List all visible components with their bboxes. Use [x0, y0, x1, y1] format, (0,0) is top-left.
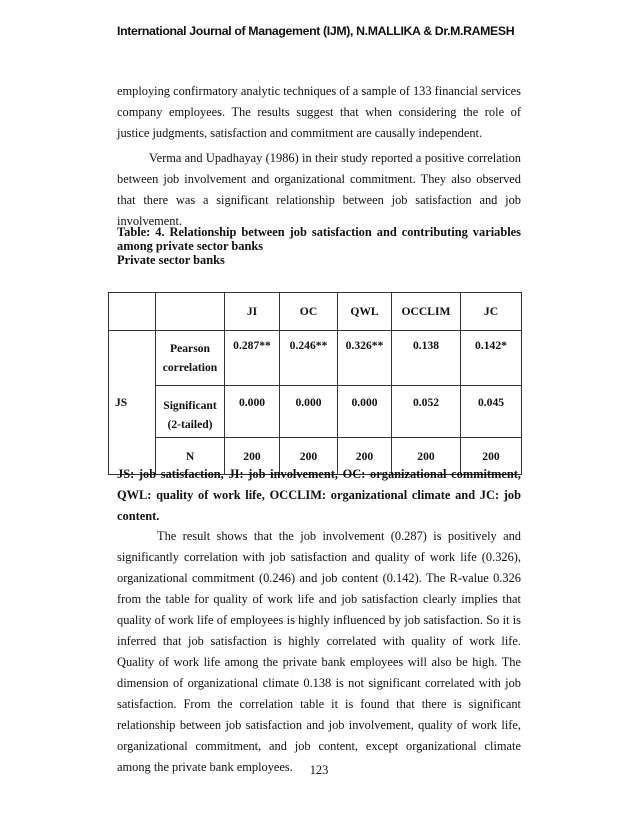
- table-cell: 200: [392, 438, 461, 475]
- row-label-line-2: correlation: [162, 361, 218, 374]
- running-header: International Journal of Management (IJM), N.MALLIKA & Dr.M.RAMESH: [117, 24, 515, 38]
- table-corner-cell: [156, 293, 225, 331]
- row-label: [156, 331, 225, 386]
- row-group-label-text: JS: [115, 396, 128, 409]
- table-corner-cell: [109, 293, 156, 331]
- correlation-table: [108, 292, 522, 475]
- table-cell: 0.052: [392, 386, 461, 438]
- table-cell: 0.138: [392, 331, 461, 386]
- table-cell: 0.045: [461, 386, 522, 438]
- table-row-significant: [109, 386, 522, 438]
- page-number: 123: [309, 763, 329, 777]
- row-group-label: [109, 331, 156, 475]
- column-header: JI: [225, 293, 280, 331]
- table-row-pearson: [109, 331, 522, 386]
- table-caption-line-3: Private sector banks: [117, 253, 225, 267]
- table-cell: 0.287**: [225, 331, 280, 386]
- table-cell: 200: [225, 438, 280, 475]
- paragraph-result: The result shows that the job involvement (0.287) is positively and significantly correlation with job satisfaction and quality of work life (0.326), organizational commitment (0.246) and job content (0.142). The R-value 0.326 from the table for quality of work life and job satisfaction clearly implies that quality of work life of employees is highly influenced by job satisfaction. So it is inferred that job satisfaction is highly correlated with quality of work life. Quality of work life among the private bank employees will also be high. The dimension of organizational climate 0.138 is not significant correlated with job satisfaction. From the correlation table it is found that there is significant relationship between job satisfaction and job involvement, quality of work life, organizational commitment, and job content, except organizational climate among the private bank employees.: [117, 529, 521, 774]
- table-cell: 0.246**: [280, 331, 338, 386]
- row-label-line-1: Significant: [163, 399, 217, 412]
- row-label: N: [156, 438, 225, 475]
- table-cell: 200: [461, 438, 522, 475]
- column-header: JC: [461, 293, 522, 331]
- table-cell: 0.000: [225, 386, 280, 438]
- table-header-row: [109, 293, 522, 331]
- table-cell: 0.326**: [338, 331, 392, 386]
- table-cell: 200: [280, 438, 338, 475]
- paragraph-verma: Verma and Upadhayay (1986) in their study reported a positive correlation between job involvement and organizational commitment. They also observed that there was a significant relationship between job satisfaction and job involvement.: [117, 151, 521, 228]
- row-label: [156, 386, 225, 438]
- table-caption-line-1: Table: 4. Relationship between job satisfaction and contributing variables: [117, 225, 521, 239]
- table-cell: 0.000: [280, 386, 338, 438]
- row-label-line-2: (2-tailed): [167, 418, 213, 431]
- column-header: OCCLIM: [392, 293, 461, 331]
- paragraph-intro: employing confirmatory analytic techniques of a sample of 133 financial services company employees. The results suggest that when considering the role of justice judgments, satisfaction and commitment are causally independent.: [117, 84, 521, 140]
- row-label-line-1: Pearson: [170, 342, 210, 355]
- table-cell: 200: [338, 438, 392, 475]
- column-header: OC: [280, 293, 338, 331]
- column-header: QWL: [338, 293, 392, 331]
- table-cell: 0.142*: [461, 331, 522, 386]
- table-caption-line-2: among private sector banks: [117, 239, 264, 253]
- table-caption: [117, 225, 521, 267]
- table-cell: 0.000: [338, 386, 392, 438]
- table-legend: JS: job satisfaction, JI: job involvement, OC: organizational commitment, QWL: quality of work life, OCCLIM: organizational climate and JC: job content.: [117, 467, 521, 523]
